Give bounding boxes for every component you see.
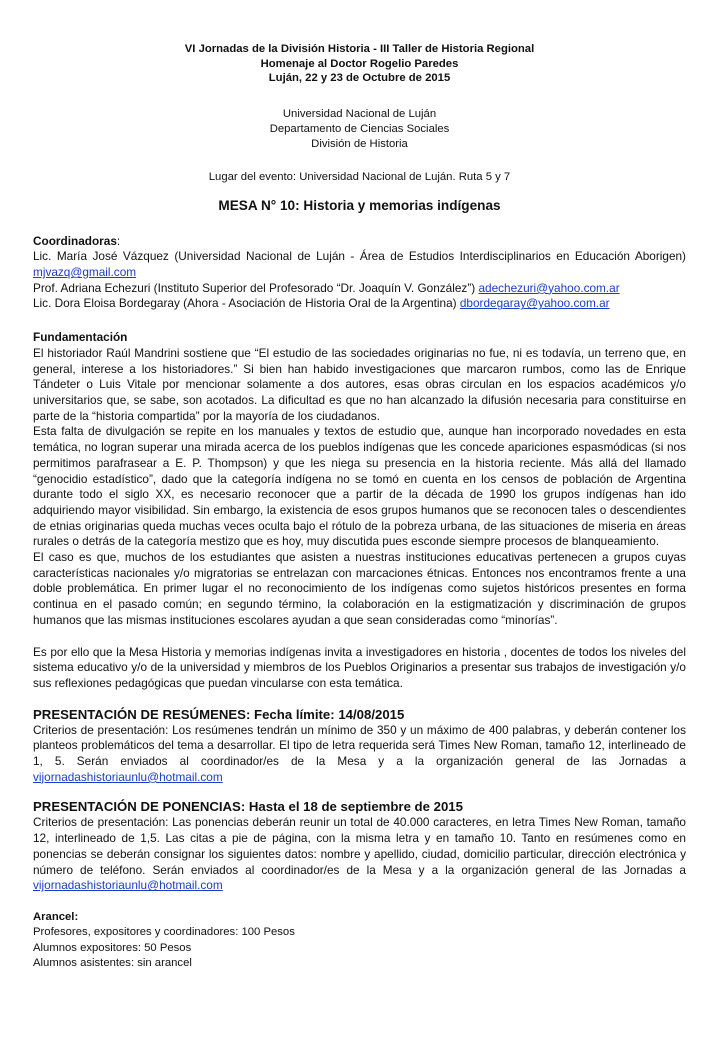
fundamentacion-label: Fundamentación (33, 330, 128, 345)
event-title: VI Jornadas de la División Historia - III Taller de Historia Regional (184, 43, 535, 55)
fundamentacion-paragraph-3: El caso es que, muchos de los estudiantes que asisten a nuestras instituciones educativas pertenecen a grupos cuyas características nacionales y/o migratorias se entrelazan con marcaciones étnicas. Entonces nos encontramos frente a una doble problemática. En primer lugar el no reconocimiento de los indígenas como sujetos históricos presentes en forma continua en el pasado común; en segundo término, la colaboración en la estigmatización y discriminación de grupos humanos que las mismas instituciones escolares ayudan a que sean consideradas como “minorías”. (33, 550, 686, 627)
resumenes-body (33, 723, 686, 786)
arancel-alumnos-expositores: Alumnos expositores: 50 Pesos (33, 941, 192, 954)
institution-block (33, 107, 686, 153)
ponencias-email-link[interactable]: vijornadashistoriaunlu@hotmail.com (33, 878, 223, 893)
event-location: Lugar del evento: Universidad Nacional de Luján. Ruta 5 y 7 (208, 170, 511, 183)
coordinator-3-text: Lic. Dora Eloisa Bordegaray (Ahora - Asociación de Historia Oral de la Argentina) (33, 296, 457, 311)
ponencias-title: PRESENTACIÓN DE PONENCIAS: Hasta el 18 de septiembre de 2015 (33, 799, 463, 815)
division-name: División de Historia (311, 138, 408, 151)
coordinator-3-email-link[interactable]: dbordegaray@yahoo.com.ar (459, 296, 610, 311)
ponencias-body (33, 815, 686, 894)
coordinator-1-text: Lic. María José Vázquez (Universidad Nacional de Luján - Área de Estudios Interdisciplinarios en Educación Aborigen) (33, 249, 686, 264)
arancel-profesores: Profesores, expositores y coordinadores: 100 Pesos (33, 926, 295, 939)
coordinadoras-colon: : (116, 233, 121, 248)
resumenes-section (33, 706, 686, 786)
fundamentacion-paragraph-1: El historiador Raúl Mandrini sostiene que “El estudio de las sociedades originarias no fue, ni es todavía, un terreno que, en general, interese a los historiadores.” Si bien han habido investigaciones que marcaron rumbos, como las de Enrique Tándeter o Luis Vitale por mencionar solamente a dos autores, esas obras circulan en los espacios académicos y/o universitarios que, se sabe, son acotados. La dificultad es que no han alcanzado la difusión necesaria para constituirse en parte de la “historia compartida” por la mayoría de los ciudadanos. (33, 345, 686, 423)
resumenes-text: Criterios de presentación: Los resúmenes tendrán un mínimo de 350 y un máximo de 400 palabras, y deberán contener los planteos problemáticos del tema a desarrollar. El tipo de letra requerida será Times New Roman, tamaño 12, interlineado de 1, 5. Serán enviados al coordinador/es de la Mesa y a la organización general de las Jornadas a (33, 722, 686, 769)
fundamentacion-paragraph-2: Esta falta de divulgación se repite en los manuales y textos de estudio que, aunque han incorporado novedades en esta temática, no logran superar una mirada acerca de los pueblos indígenas que les concede apariciones espasmódicas (si nos permitimos parafrasear a E. P. Thompson) y que les niega su presencia en la historia reciente. Más allá del llamado “genocidio estadístico”, dado que la categoría indígena no se tomó en cuenta en los censos de población de Argentina durante todo el siglo XX, es necesario reconocer que a partir de la década de 1990 los grupos indígenas han ido adquiriendo mayor visibilidad. Sin embargo, la existencia de esos grupos humanos que se reconocen tales o descendientes de etnias originarias queda muchas veces oculta bajo el rótulo de la pobreza urbana, de las situaciones de miseria en áreas rurales o detrás de la categoría mestizo que es hoy, muy discutida pues esconde siempre procesos de blanqueamiento. (33, 424, 686, 549)
coordinator-2-email-link[interactable]: adechezuri@yahoo.com.ar (478, 280, 620, 295)
ponencias-section (33, 798, 686, 894)
coordinator-2-text: Prof. Adriana Echezuri (Instituto Superior del Profesorado “Dr. Joaquín V. González”) (33, 280, 476, 295)
arancel-section (33, 910, 686, 972)
coordinadoras-section (33, 234, 686, 313)
event-homage: Homenaje al Doctor Rogelio Paredes (260, 57, 459, 70)
coordinadoras-label: Coordinadoras (33, 233, 117, 248)
coordinator-1-email-link[interactable]: mjvazq@gmail.com (33, 265, 137, 280)
mesa-title: MESA N° 10: Historia y memorias indígenas (218, 197, 501, 213)
arancel-alumnos-asistentes: Alumnos asistentes: sin arancel (33, 957, 192, 970)
resumenes-email-link[interactable]: vijornadashistoriaunlu@hotmail.com (33, 769, 223, 784)
university-name: Universidad Nacional de Luján (282, 107, 437, 120)
coordinator-1 (33, 249, 686, 280)
event-header (33, 42, 686, 86)
coordinator-3 (33, 296, 686, 312)
department-name: Departamento de Ciencias Sociales (269, 123, 450, 136)
arancel-label: Arancel: (33, 910, 79, 923)
ponencias-text: Criterios de presentación: Las ponencias deberán reunir un total de 40.000 caracteres, en letra Times New Roman, tamaño 12, interlineado de 1,5. Las citas a pie de página, con la misma letra y en tamaño 10. Tanto en resúmenes como en ponencias se deberán consignar los siguientes datos: nombre y apellido, ciudad, domicilio particular, dirección electrónica y número de teléfono. Serán enviados al coordinador/es de la Mesa y a la organización general de las Jornadas a (33, 815, 686, 877)
event-date: Luján, 22 y 23 de Octubre de 2015 (268, 72, 451, 85)
fundamentacion-paragraph-4: Es por ello que la Mesa Historia y memorias indígenas invita a investigadores en historia , docentes de todos los niveles del sistema educativo y/o de la universidad y miembros de los Pueblos Originarios a presentar sus trabajos de investigación y/o sus reflexiones pedagógicas que puedan vincularse con esta temática. (33, 644, 686, 690)
resumenes-title: PRESENTACIÓN DE RESÚMENES: Fecha límite: 14/08/2015 (33, 706, 405, 722)
fundamentacion-section (33, 330, 686, 691)
coordinator-2 (33, 281, 686, 297)
